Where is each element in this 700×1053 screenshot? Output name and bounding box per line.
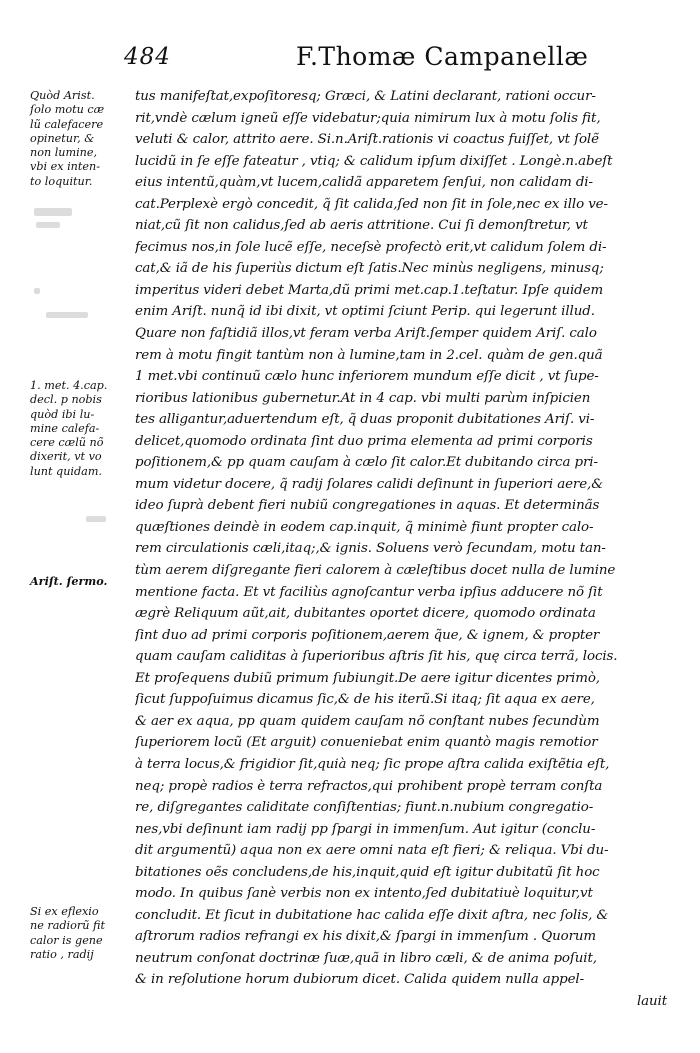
margin-note-line: Quòd Arist.: [30, 89, 95, 102]
show-through-smudge: [34, 288, 40, 294]
text-line: & in reſolutione horum dubiorum dicet. Calida quidem nulla appel-: [135, 972, 584, 988]
text-line: Quare non faſtidiã illos,vt feram verba Ariſt.ſemper quidem Ariſ. calo: [135, 326, 597, 342]
text-line: bitationes oẽs concludens,de his,inquit,quid eſt igitur dubitatũ ſit hoc: [135, 864, 600, 880]
margin-note-si-ex-reflexione: [30, 905, 130, 962]
margin-note-line: Ariſt. ſermo.: [30, 574, 108, 588]
main-text-column: [135, 86, 667, 1013]
margin-note-quod-arist: [30, 89, 130, 189]
margin-note-line: lunt quidam.: [30, 464, 102, 478]
text-line: delicet,quomodo ordinata ſint duo prima elementa ad primi corporis: [135, 433, 593, 449]
margin-note-line: decl. p nobis: [30, 393, 102, 407]
running-title: F.Thomæ Campanellæ: [296, 42, 589, 71]
text-line: rem à motu fingit tantùm non à lumine,tam in 2.cel. quàm de gen.quã: [135, 347, 603, 363]
text-line: cat,& iã de his ſuperiùs dictum eſt ſatis.Nec minùs negligens, minusq;: [135, 261, 604, 277]
show-through-smudge: [46, 312, 88, 318]
text-line: niat,cũ ſit non calidus,ſed ab aeris attritione. Cui ſi demonſtretur, vt: [135, 218, 588, 234]
margin-note-line: vbi ex inten-: [30, 160, 100, 174]
text-line: rit,vndè cælum igneũ eſſe videbatur;quia nimirum lux à motu ſolis fit,: [135, 110, 601, 126]
margin-note-line: ne radiorũ fit: [30, 919, 105, 933]
text-line: nes,vbi deſinunt iam radij pp ſpargi in immenſum. Aut igitur (conclu-: [135, 821, 596, 837]
text-line: à terra locus,& frigidior ſit,quià neq; ſic prope aſtra calida exiſtẽtia eſt,: [135, 756, 610, 772]
text-line: mentione facta. Et vt faciliùs agnoſcantur verba ipſius adducere nõ ſit: [135, 584, 603, 600]
text-line: poſitionem,& pp quam cauſam à cælo ſit calor.Et dubitando circa pri-: [135, 455, 598, 471]
text-line: mum videtur docere, q̃ radij ſolares calidi deſinunt in ſuperiori aere,&: [135, 476, 604, 492]
text-line: re, diſgregantes caliditate conſiſtentias; fiunt.n.nubium congregatio-: [135, 800, 594, 816]
text-line: & aer ex aqua, pp quam quidem cauſam nõ conſtant nubes ſecundùm: [135, 713, 600, 729]
text-line: enim Ariſt. nunq̃ id ibi dixit, vt optimi ſciunt Perip. qui legerunt illud.: [135, 304, 595, 320]
margin-note-line: cere cælũ nõ: [30, 436, 104, 450]
text-line: concludit. Et ſicut in dubitatione hac calida eſſe dixit aſtra, nec ſolis, &: [135, 907, 609, 923]
text-line: lucidũ in ſe eſſe fateatur , vtiq; & calidum ipſum dixiſſet . Longè.n.abeſt: [135, 153, 613, 169]
text-line: quam cauſam caliditas à ſuperioribus aſtris ſit his, quę circa terrã, locis.: [135, 649, 618, 665]
text-line: rem circulationis cæli,itaq;,& ignis. Soluens verò ſecundam, motu tan-: [135, 541, 606, 557]
margin-note-line: opinetur, &: [30, 131, 95, 145]
margin-note-arist-sermo: [30, 574, 130, 588]
show-through-smudge: [34, 208, 72, 216]
text-line: neutrum conſonat doctrinæ ſuæ,quã in libro cæli, & de anima poſuit,: [135, 950, 597, 966]
text-line: neq; propè radios è terra refractos,qui prohibent propè terram conſta: [135, 778, 603, 794]
margin-note-line: dixerit, vt vo: [30, 450, 102, 464]
margin-note-line: ratio , radij: [30, 947, 94, 961]
margin-note-line: Si ex eflexio: [30, 905, 99, 918]
text-line: ſint duo ad primi corporis poſitionem,aerem q̃ue, & ignem, & propter: [135, 627, 600, 643]
text-line: dit argumentũ) aqua non ex aere omni nata eſt fieri; & reliqua. Vbi du-: [135, 843, 609, 859]
margin-note-line: mine calefa-: [30, 421, 100, 435]
margin-note-line: lũ calefacere: [30, 117, 104, 131]
show-through-smudge: [36, 222, 60, 228]
margin-note-line: non lumine,: [30, 146, 98, 160]
margin-notes: [0, 0, 130, 1053]
text-line: ægrè Reliquum aũt,ait, dubitantes oportet dicere, quomodo ordinata: [135, 606, 596, 622]
margin-note-line: 1. met. 4.cap.: [30, 379, 108, 392]
text-line: aſtrorum radios refrangi ex his dixit,& ſpargi in immenſum . Quorum: [135, 929, 597, 945]
text-line: rioribus lationibus gubernetur.At in 4 cap. vbi multi parùm inſpicien: [135, 390, 591, 406]
text-line: Et proſequens dubiũ primum ſubiungit.De aere igitur dicentes primò,: [135, 670, 600, 686]
margin-note-line: ſolo motu cæ: [30, 103, 105, 117]
text-line: ideo ſuprà debent fieri nubiũ congregationes in aquas. Et determinãs: [135, 498, 600, 514]
margin-note-met-4-cap: [30, 379, 130, 479]
text-line: veluti & calor, attrito aere. Si.n.Ariſt.rationis vi coactus fuiſſet, vt ſolẽ: [135, 132, 599, 148]
text-line: eius intentũ,quàm,vt lucem,calidã apparetem ſenſui, non calidam di-: [135, 175, 593, 191]
text-line: tus manifeſtat,expoſitoresq; Græci, & Latini declarant, rationi occur-: [135, 89, 596, 104]
margin-note-line: to loquitur.: [30, 174, 93, 188]
margin-note-line: calor is gene: [30, 933, 103, 947]
text-line: tùm aerem diſgregante fieri calorem à cæleſtibus docet nulla de lumine: [135, 563, 616, 579]
text-line: ſicut ſuppoſuimus dicamus ſic,& de his iterũ.Si itaq; ſit aqua ex aere,: [135, 692, 595, 708]
text-line: tes alligantur,aduertendum eſt, q̃ duas proponit dubitationes Ariſ. vi-: [135, 412, 595, 428]
page-number: 484: [124, 44, 171, 70]
text-line: fecimus nos,in ſole lucẽ eſſe, neceſsè profectò erit,vt calidum ſolem di-: [135, 239, 607, 255]
text-line: quæſtiones deindè in eodem cap.inquit, q̃ minimè fiunt propter calo-: [135, 519, 594, 535]
text-line: 1 met.vbi continuũ cælo hunc inferiorem mundum eſſe dicit , vt ſupe-: [135, 369, 599, 385]
text-line: modo. In quibus ſanè verbis non ex intento,ſed dubitatiuè loquitur,vt: [135, 886, 593, 902]
text-line: cat.Perplexè ergò concedit, q̃ ſit calida,ſed non ſit in ſole,nec ex illo ve-: [135, 196, 608, 212]
catchword: lauit: [636, 993, 667, 1009]
margin-note-line: quòd ibi lu-: [30, 407, 95, 421]
text-line: ſuperiorem locũ (Et arguit) conueniebat enim quantò magis remotior: [135, 735, 598, 751]
show-through-smudge: [86, 516, 106, 522]
text-line: imperitus videri debet Marta,dũ primi met.cap.1.teſtatur. Ipſe quidem: [135, 282, 604, 298]
